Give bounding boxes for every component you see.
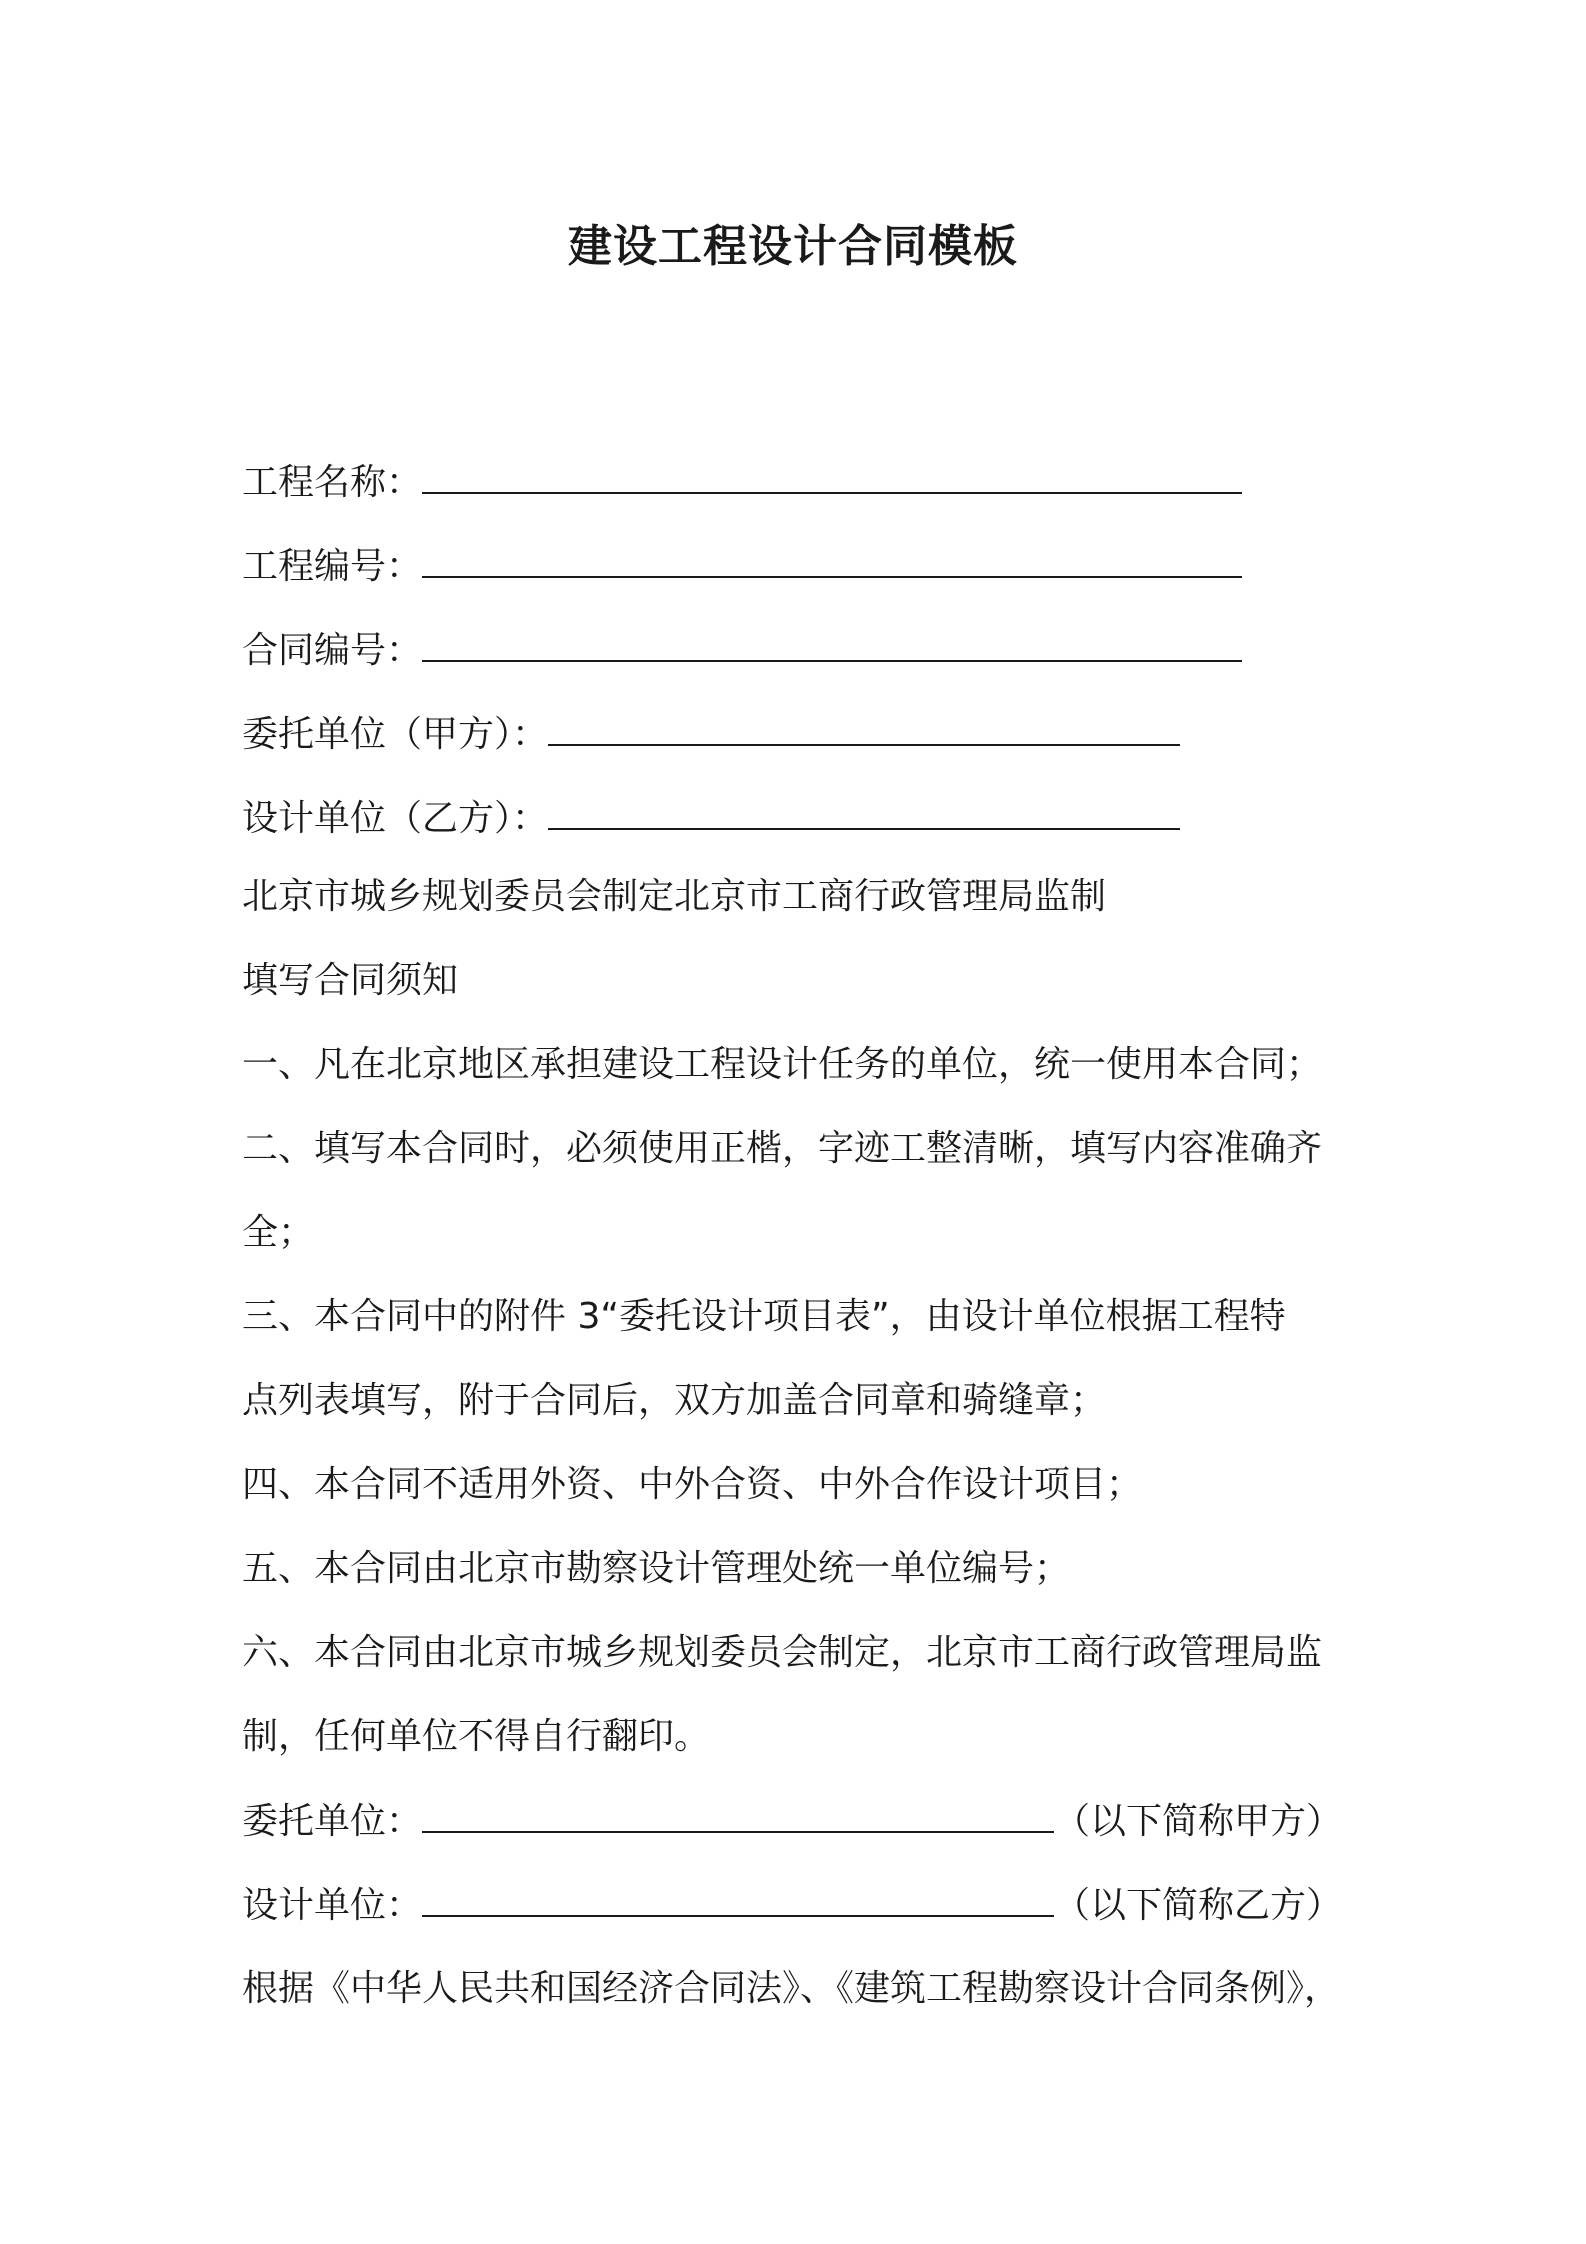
project-number-blank[interactable] [422, 542, 1242, 578]
designer-declaration-suffix: （以下简称乙方） [1054, 1885, 1343, 1926]
contract-number-row [242, 626, 1242, 675]
notice-item-6-line-2: 制，任何单位不得自行翻印。 [242, 1716, 711, 1757]
client-declaration-label: 委托单位： [242, 1801, 423, 1842]
designer-party-row [242, 794, 1180, 843]
notice-item-5: 五、本合同由北京市勘察设计管理处统一单位编号； [242, 1548, 1071, 1589]
document-title: 建设工程设计合同模板 [568, 221, 1018, 272]
project-number-row [242, 542, 1242, 591]
client-party-row [242, 710, 1180, 759]
contract-number-blank[interactable] [422, 626, 1242, 662]
designer-party-blank[interactable] [548, 794, 1180, 830]
contract-number-label: 合同编号： [242, 630, 423, 671]
project-name-label: 工程名称： [242, 462, 423, 503]
notice-item-2-line-1: 二、填写本合同时，必须使用正楷，字迹工整清晰，填写内容准确齐 [242, 1128, 1323, 1169]
notice-item-2-line-2: 全； [242, 1212, 315, 1253]
issuer-line: 北京市城乡规划委员会制定北京市工商行政管理局监制 [242, 876, 1107, 917]
notice-item-3-line-1: 三、本合同中的附件 3“委托设计项目表”，由设计单位根据工程特 [242, 1296, 1286, 1337]
notice-heading: 填写合同须知 [242, 960, 459, 1001]
client-declaration-row [242, 1797, 1342, 1846]
client-declaration-blank[interactable] [422, 1797, 1054, 1833]
designer-party-label: 设计单位（乙方）： [242, 798, 549, 839]
designer-declaration-blank[interactable] [422, 1881, 1054, 1917]
client-party-blank[interactable] [548, 710, 1180, 746]
project-name-blank[interactable] [422, 458, 1242, 494]
notice-item-4: 四、本合同不适用外资、中外合资、中外合作设计项目； [242, 1464, 1143, 1505]
client-declaration-suffix: （以下简称甲方） [1054, 1801, 1343, 1842]
client-party-label: 委托单位（甲方）： [242, 714, 549, 755]
project-number-label: 工程编号： [242, 546, 423, 587]
legal-basis-line: 根据《中华人民共和国经济合同法》、《建筑工程勘察设计合同条例》， [242, 1968, 1341, 2009]
designer-declaration-label: 设计单位： [242, 1885, 423, 1926]
notice-item-3-line-2: 点列表填写，附于合同后，双方加盖合同章和骑缝章； [242, 1380, 1107, 1421]
notice-item-6-line-1: 六、本合同由北京市城乡规划委员会制定，北京市工商行政管理局监 [242, 1632, 1323, 1673]
project-name-row [242, 458, 1242, 507]
notice-item-1: 一、凡在北京地区承担建设工程设计任务的单位，统一使用本合同； [242, 1044, 1323, 1085]
designer-declaration-row [242, 1881, 1342, 1930]
